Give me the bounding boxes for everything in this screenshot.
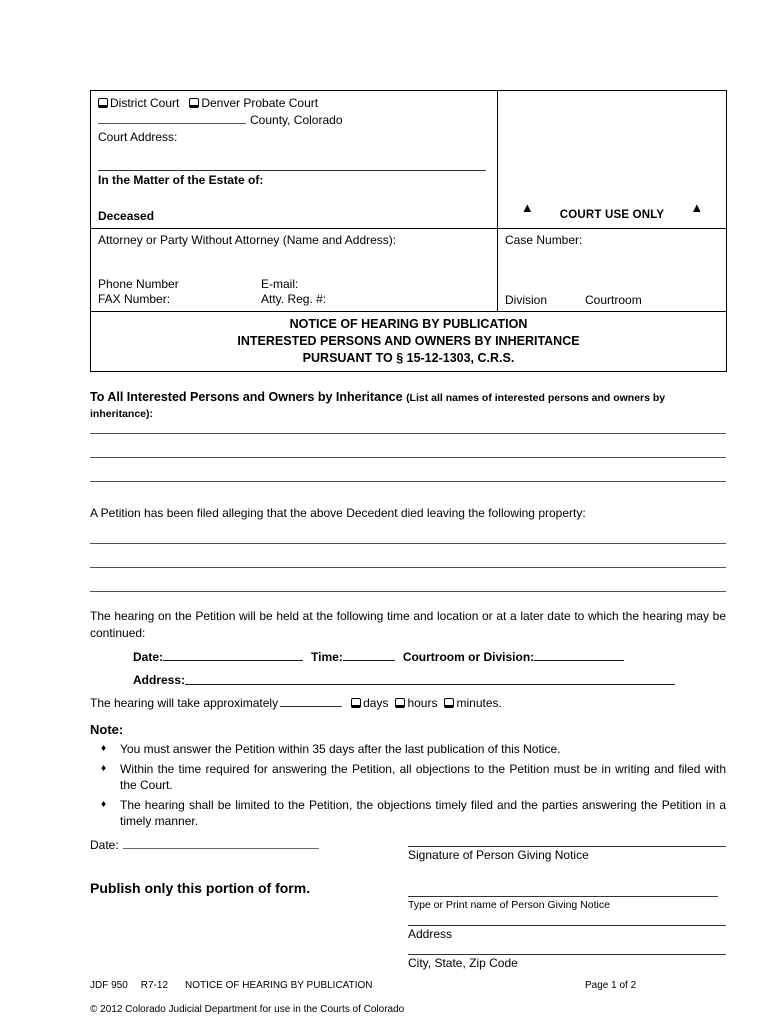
hearing-time-label: Time: [311,650,343,664]
atty-reg-label: Atty. Reg. #: [261,292,327,306]
hearing-address-field[interactable] [185,673,675,685]
copyright-notice: © 2012 Colorado Judicial Department for use in the Courts of Colorado [90,1004,405,1015]
triangle-icon: ▲ [690,200,704,215]
district-court-label: District Court [110,96,180,110]
minutes-label: minutes. [456,696,502,710]
denver-probate-court-checkbox[interactable] [189,98,199,108]
signature-area [90,835,726,971]
property-fill-line[interactable] [90,567,726,568]
names-fill-line[interactable] [90,457,726,458]
case-number-label: Case Number: [505,233,583,247]
form-footer [90,979,726,992]
diamond-bullet-icon: ♦ [101,763,107,774]
approx-text: The hearing will take approximately [90,696,279,710]
county-input-line[interactable] [98,113,246,124]
hearing-date-row [90,650,726,665]
duration-field[interactable] [280,696,342,707]
diamond-bullet-icon: ♦ [101,799,107,810]
courtroom-label: Courtroom [585,293,642,307]
court-caption-table [90,90,727,372]
hearing-date-field[interactable] [163,650,303,661]
county-suffix-label: County, Colorado [250,113,343,127]
form-title-line1: NOTICE OF HEARING BY PUBLICATION [289,317,528,331]
form-revision: R7-12 [140,980,169,991]
note-heading: Note: [90,722,124,737]
petition-paragraph: A Petition has been filed alleging that the above Decedent died leaving the following property: [90,506,586,520]
names-fill-line[interactable] [90,433,726,434]
court-use-inner [505,95,719,224]
note-bullet-text: You must answer the Petition within 35 days after the last publication of this Notice. [120,742,561,756]
contact-grid [98,277,490,307]
attorney-inner [98,233,490,307]
county-row [98,112,490,128]
list-item [90,797,726,829]
days-label: days [363,696,389,710]
fax-label: FAX Number: [98,292,171,306]
list-item [90,741,726,757]
case-inner [505,233,719,307]
estate-divider-line [98,170,486,171]
list-item [90,761,726,793]
address-caption: Address [408,927,453,941]
signing-date-field[interactable] [123,837,319,849]
table-row [91,312,727,372]
court-info-cell [91,91,498,229]
form-title-line3: PURSUANT TO § 15-12-1303, C.R.S. [302,351,515,365]
form-title-cell [91,312,727,372]
page-number: Page 1 of 2 [585,980,637,991]
court-use-only-label: COURT USE ONLY [559,209,665,221]
court-type-row [98,95,490,111]
table-row [91,229,727,312]
hearing-paragraph: The hearing on the Petition will be held at the following time and location or at a later date to which the hearing may be continued: [90,609,726,640]
district-court-checkbox[interactable] [98,98,108,108]
note-bullet-text: The hearing shall be limited to the Petition, the objections timely filed and the parties answering the Petition in a timely manner. [120,798,726,828]
phone-label: Phone Number [98,277,179,291]
address-field-line[interactable] [408,925,726,926]
footer-form-title: NOTICE OF HEARING BY PUBLICATION [185,980,373,991]
email-label: E-mail: [261,277,299,291]
property-fill-line[interactable] [90,543,726,544]
signing-date-row [90,837,408,853]
table-row [91,91,727,229]
form-title-line2: INTERESTED PERSONS AND OWNERS BY INHERITANCE [237,334,580,348]
hours-label: hours [407,696,438,710]
print-name-field-line[interactable] [408,896,718,897]
court-use-only-cell [498,91,727,229]
division-label: Division [505,293,548,307]
hours-checkbox[interactable] [395,698,405,708]
print-name-caption: Type or Print name of Person Giving Notice [408,899,610,911]
city-state-zip-field-line[interactable] [408,954,726,955]
hearing-address-label: Address: [133,673,186,687]
days-checkbox[interactable] [351,698,361,708]
courtroom-division-field[interactable] [534,650,624,661]
estate-of-label: In the Matter of the Estate of: [98,173,264,187]
note-bullet-text: Within the time required for answering the Petition, all objections to the Petition must be in writing and filed with the Court. [120,762,726,792]
hearing-address-row [90,673,726,688]
note-bullet-list [90,741,726,829]
city-state-zip-caption: City, State, Zip Code [408,956,518,970]
property-fill-line[interactable] [90,591,726,592]
triangle-icon: ▲ [520,200,534,215]
signature-caption: Signature of Person Giving Notice [408,848,589,862]
to-all-heading-paren: (List all names of interested persons and owners by inheritance): [90,392,666,420]
courtroom-division-label: Courtroom or Division: [402,650,535,664]
to-all-heading-bold: To All Interested Persons and Owners by Inheritance [90,390,407,404]
to-all-heading [90,390,726,422]
signing-date-label: Date: [90,838,119,852]
minutes-checkbox[interactable] [444,698,454,708]
form-content [90,90,726,1016]
signature-right-column [408,835,726,971]
attorney-label: Attorney or Party Without Attorney (Name and Address): [98,233,397,247]
court-use-row [505,200,719,224]
signature-field-line[interactable] [408,846,726,847]
division-courtroom-row [505,293,719,307]
form-number: JDF 950 [90,980,128,991]
court-info-inner [98,95,490,224]
publish-only-heading: Publish only this portion of form. [90,880,311,896]
hearing-duration-row [90,695,726,711]
hearing-date-label: Date: [133,650,164,664]
hearing-time-field[interactable] [343,650,395,661]
names-fill-line[interactable] [90,481,726,482]
diamond-bullet-icon: ♦ [101,743,107,754]
case-number-cell [498,229,727,312]
court-address-label: Court Address: [98,130,178,144]
deceased-label: Deceased [98,209,155,223]
denver-probate-court-label: Denver Probate Court [201,96,319,110]
attorney-cell [91,229,498,312]
signature-left-column [90,835,408,971]
